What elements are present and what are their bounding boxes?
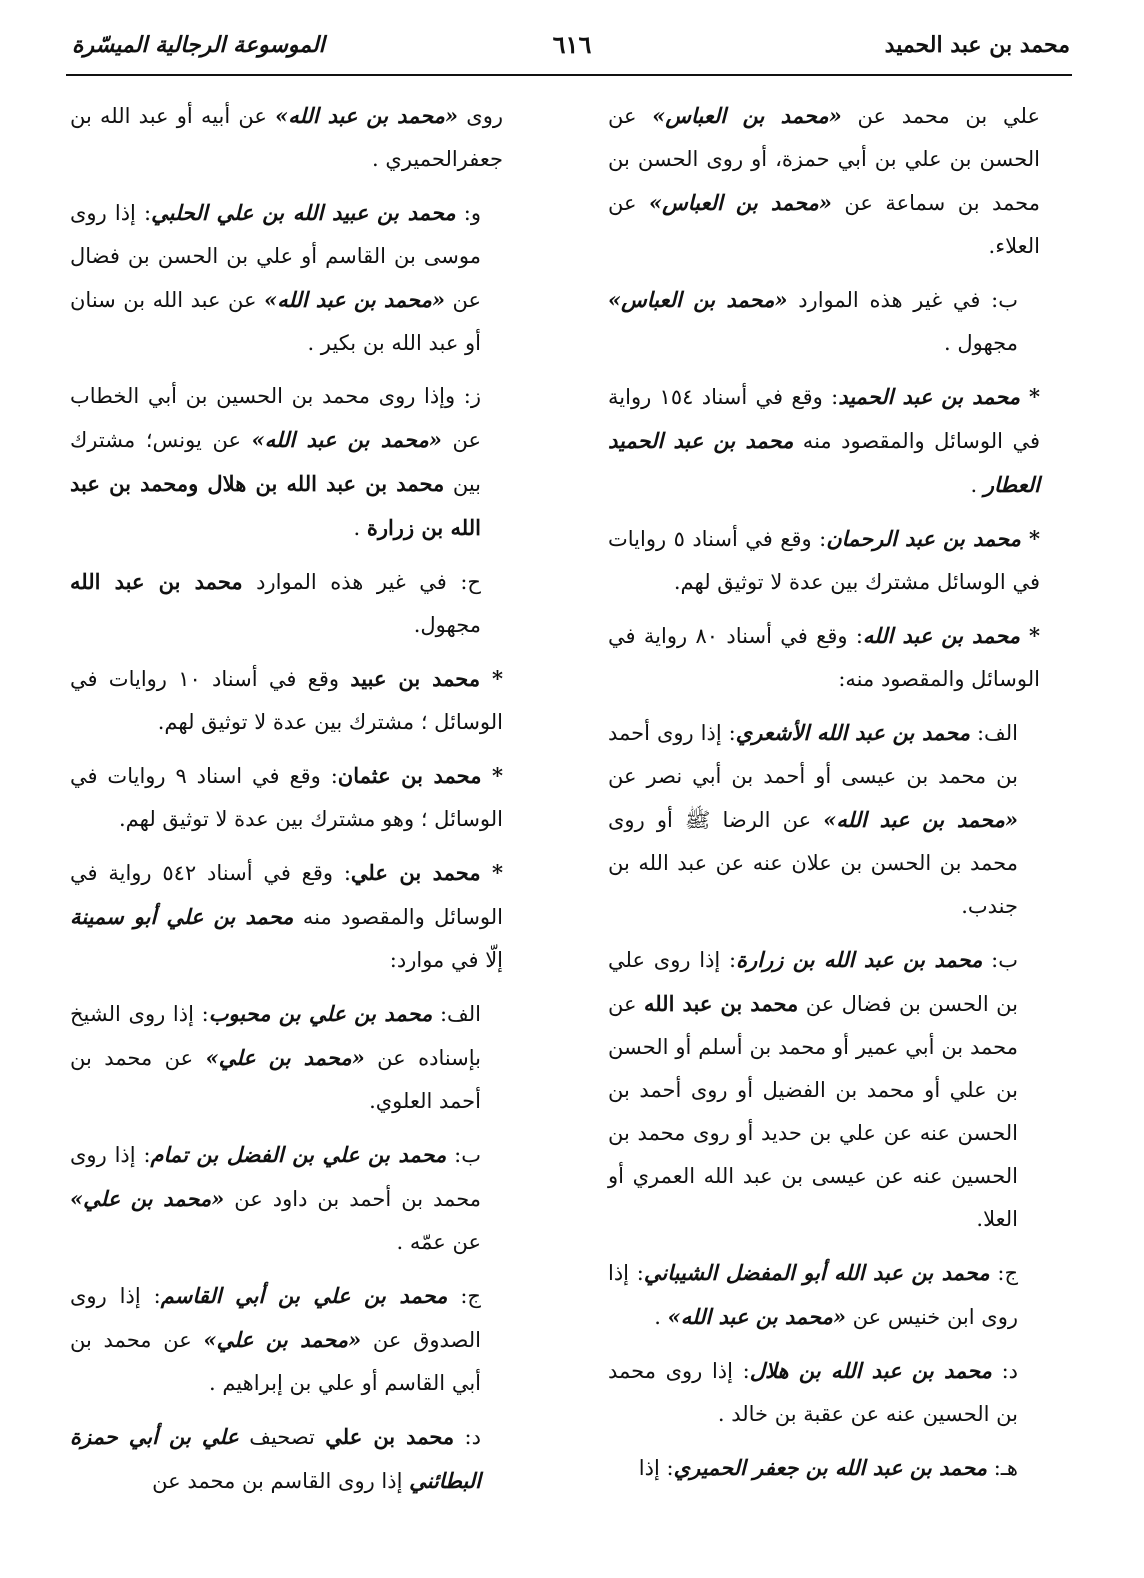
text: : وقع في أسناد ٥ روايات في الوسائل مشترك بين عدة لا توثيق لهم. xyxy=(608,527,1040,594)
sub-entry xyxy=(70,1415,503,1503)
sub-entry xyxy=(70,992,503,1123)
paragraph xyxy=(608,278,1040,365)
sub-entry-letter: ج: xyxy=(447,1284,481,1308)
text: : إذا روى ابن خنيس عن xyxy=(608,1261,1018,1329)
text: عن عمّه . xyxy=(396,1230,481,1254)
text: إذا روى القاسم بن محمد عن xyxy=(152,1469,410,1493)
name-quote: «محمد بن علي» xyxy=(203,1327,362,1352)
entry xyxy=(70,657,503,744)
entry-star-marker: * xyxy=(481,763,503,788)
text: : إذا روى أحمد بن محمد بن عيسى أو أحمد بن أبي نصر عن xyxy=(608,721,1018,788)
text: . xyxy=(353,516,367,540)
sub-entry-letter: ب: xyxy=(982,948,1019,972)
entry-star-marker: * xyxy=(1020,384,1040,409)
text: ب: في غير هذه الموارد xyxy=(787,288,1018,312)
sub-entry-heading: محمد بن علي xyxy=(325,1424,455,1449)
name-quote: «محمد بن علي» xyxy=(70,1186,225,1211)
sub-entry-letter: هـ: xyxy=(987,1456,1018,1480)
sub-entry xyxy=(70,375,503,550)
sub-entry-letter: الف: xyxy=(432,1002,481,1026)
text: إلّا في موارد: xyxy=(389,948,503,972)
text: : إذا روى محمد بن أحمد بن داود عن xyxy=(70,1143,481,1211)
name-quote: «محمد بن العباس» xyxy=(648,190,832,215)
text: مجهول . xyxy=(944,331,1018,355)
text: ح: في غير هذه الموارد xyxy=(242,570,481,594)
name-quote: «محمد بن العباس» xyxy=(652,103,842,128)
text: عن العلاء. xyxy=(608,191,1040,258)
entry-heading: محمد بن عبد الحميد xyxy=(838,384,1021,409)
entry xyxy=(608,375,1040,507)
text: عن محمد بن أحمد العلوي. xyxy=(70,1046,481,1113)
name-quote: «محمد بن عبد الله» xyxy=(667,1304,846,1329)
name-bold: علي بن أبي حمزة البطائني xyxy=(70,1424,481,1493)
sub-entry-heading: محمد بن عبد الله بن زرارة xyxy=(736,947,983,972)
paragraph xyxy=(70,94,503,181)
left-column xyxy=(70,94,503,1503)
sub-entry-letter: د: xyxy=(991,1359,1019,1383)
text: عن عبد الله بن سنان أو عبد الله بن بكير . xyxy=(70,288,481,355)
text: عن أبيه أو عبد الله بن جعفرالحميري . xyxy=(70,104,503,171)
sub-entry-heading: محمد بن عبد الله الأشعري xyxy=(735,720,970,745)
sub-entry-letter: د: xyxy=(454,1425,481,1449)
text: . xyxy=(970,473,984,497)
sub-entry-letter: ب: xyxy=(446,1143,481,1167)
text: : وقع في أسناد ٨٠ رواية في الوسائل والمقصود منه: xyxy=(608,624,1040,691)
text: عن الحسن بن علي بن أبي حمزة، أو روى الحسن بن محمد بن سماعة عن xyxy=(608,104,1040,215)
sub-entry xyxy=(70,191,503,365)
sub-entry xyxy=(608,711,1040,928)
sub-entry xyxy=(608,1349,1040,1436)
sub-entry-letter: و: xyxy=(455,201,481,225)
name-quote: «محمد بن عبد الله» xyxy=(823,807,1018,832)
entry-star-marker: * xyxy=(480,860,503,885)
name-quote: «محمد بن عبد الله» xyxy=(264,287,445,312)
text: : وقع في أسناد ١٥٤ رواية في الوسائل والمقصود منه xyxy=(608,385,1040,453)
name-bold: محمد بن علي أبو سمينة xyxy=(70,904,294,929)
text: : إذا روى محمد بن الحسين عنه عن عقبة بن خالد . xyxy=(608,1359,1018,1426)
entry-heading: محمد بن عبد الله xyxy=(862,623,1021,648)
sub-entry-heading: محمد بن عبد الله بن جعفر الحميري xyxy=(673,1455,988,1480)
page-number: ٦١٦ xyxy=(552,30,592,59)
sub-entry xyxy=(70,1274,503,1405)
name-quote: «محمد بن علي» xyxy=(205,1045,365,1070)
text: : وقع في أسناد ٥٤٢ رواية في الوسائل والمقصود منه xyxy=(70,861,503,929)
name-bold: محمد بن عبد الحميد العطار xyxy=(608,428,1040,497)
text: : إذا روى الشيخ بإسناده عن xyxy=(70,1002,482,1070)
sub-entry xyxy=(70,1133,503,1264)
paragraph xyxy=(608,94,1040,268)
text: : إذا xyxy=(638,1456,674,1480)
entry-heading: محمد بن عثمان xyxy=(337,763,482,788)
text: : وقع في اسناد ٩ روايات في الوسائل ؛ وهو مشترك بين عدة لا توثيق لهم. xyxy=(70,764,503,831)
sub-entry-heading: محمد بن عبيد الله بن علي الحلبي xyxy=(151,200,456,225)
entry xyxy=(608,614,1040,701)
text: عن محمد بن أبي عمير أو محمد بن أسلم أو الحسن بن علي أو محمد بن الفضيل أو روى أحمد بن الحسن عنه عن علي بن حديد أو روى محمد بن الحسين عنه عن عيسى بن عبد الله العمري أو العلا. xyxy=(608,992,1018,1231)
text: . xyxy=(654,1305,668,1329)
entry-heading: محمد بن علي xyxy=(350,860,481,885)
name-quote: «محمد بن العباس» xyxy=(608,287,788,312)
sub-entry-heading: محمد بن علي بن أبي القاسم xyxy=(160,1283,448,1308)
entry xyxy=(70,851,503,982)
sub-entry-heading: محمد بن عبد الله بن هلال xyxy=(749,1358,992,1383)
text: تصحيف xyxy=(238,1425,326,1449)
sub-entry-heading: محمد بن علي بن الفضل بن تمام xyxy=(150,1142,447,1167)
text: : إذا روى الصدوق عن xyxy=(70,1284,481,1352)
text: عن يونس؛ مشترك بين xyxy=(70,428,481,496)
text: روى xyxy=(458,104,503,128)
entry xyxy=(608,517,1040,604)
sub-entry-heading: محمد بن علي بن محبوب xyxy=(208,1001,433,1026)
name-quote: «محمد بن عبد الله» xyxy=(275,103,459,128)
sub-entry-letter: ج: xyxy=(989,1261,1018,1285)
text: : إذا روى موسى بن القاسم أو علي بن الحسن بن فضال عن xyxy=(70,201,481,312)
text: ز: وإذا روى محمد بن الحسين بن أبي الخطاب عن xyxy=(70,384,481,452)
name-bold: محمد بن عبد الله بن هلال ومحمد بن عبد الله بن زرارة xyxy=(70,471,481,540)
sub-entry-letter: الف: xyxy=(969,721,1018,745)
entry xyxy=(70,754,503,841)
entry-star-marker: * xyxy=(480,666,504,691)
name-bold: محمد بن عبد الله xyxy=(70,569,243,594)
right-column xyxy=(608,94,1040,1490)
header-rule xyxy=(66,74,1072,76)
entry-star-marker: * xyxy=(1020,526,1040,551)
sub-entry xyxy=(70,560,503,647)
running-head-book-title: الموسوعة الرجالية الميسّرة xyxy=(72,32,325,58)
sub-entry-heading: محمد بن عبد الله أبو المفضل الشيباني xyxy=(643,1260,990,1285)
text: علي بن محمد عن xyxy=(841,104,1040,128)
name-bold: محمد بن عبد الله xyxy=(643,991,799,1016)
text: مجهول. xyxy=(413,613,481,637)
text: وقع في أسناد ١٠ روايات في الوسائل ؛ مشترك بين عدة لا توثيق لهم. xyxy=(70,667,503,734)
name-quote: «محمد بن عبد الله» xyxy=(251,427,442,452)
entry-star-marker: * xyxy=(1020,623,1040,648)
running-head-entry: محمد بن عبد الحميد xyxy=(884,32,1070,58)
sub-entry xyxy=(608,1446,1040,1490)
text: عن الرضا ﷺ أو روى محمد بن الحسن بن علان عنه عن عبد الله بن جندب. xyxy=(608,808,1018,918)
sub-entry xyxy=(608,938,1040,1241)
text: عن محمد بن أبي القاسم أو علي بن إبراهيم . xyxy=(70,1328,481,1395)
entry-heading: محمد بن عبد الرحمان xyxy=(826,526,1021,551)
entry-heading: محمد بن عبيد xyxy=(350,666,481,691)
text: : إذا روى علي بن الحسن بن فضال عن xyxy=(608,948,1018,1016)
sub-entry xyxy=(608,1251,1040,1339)
